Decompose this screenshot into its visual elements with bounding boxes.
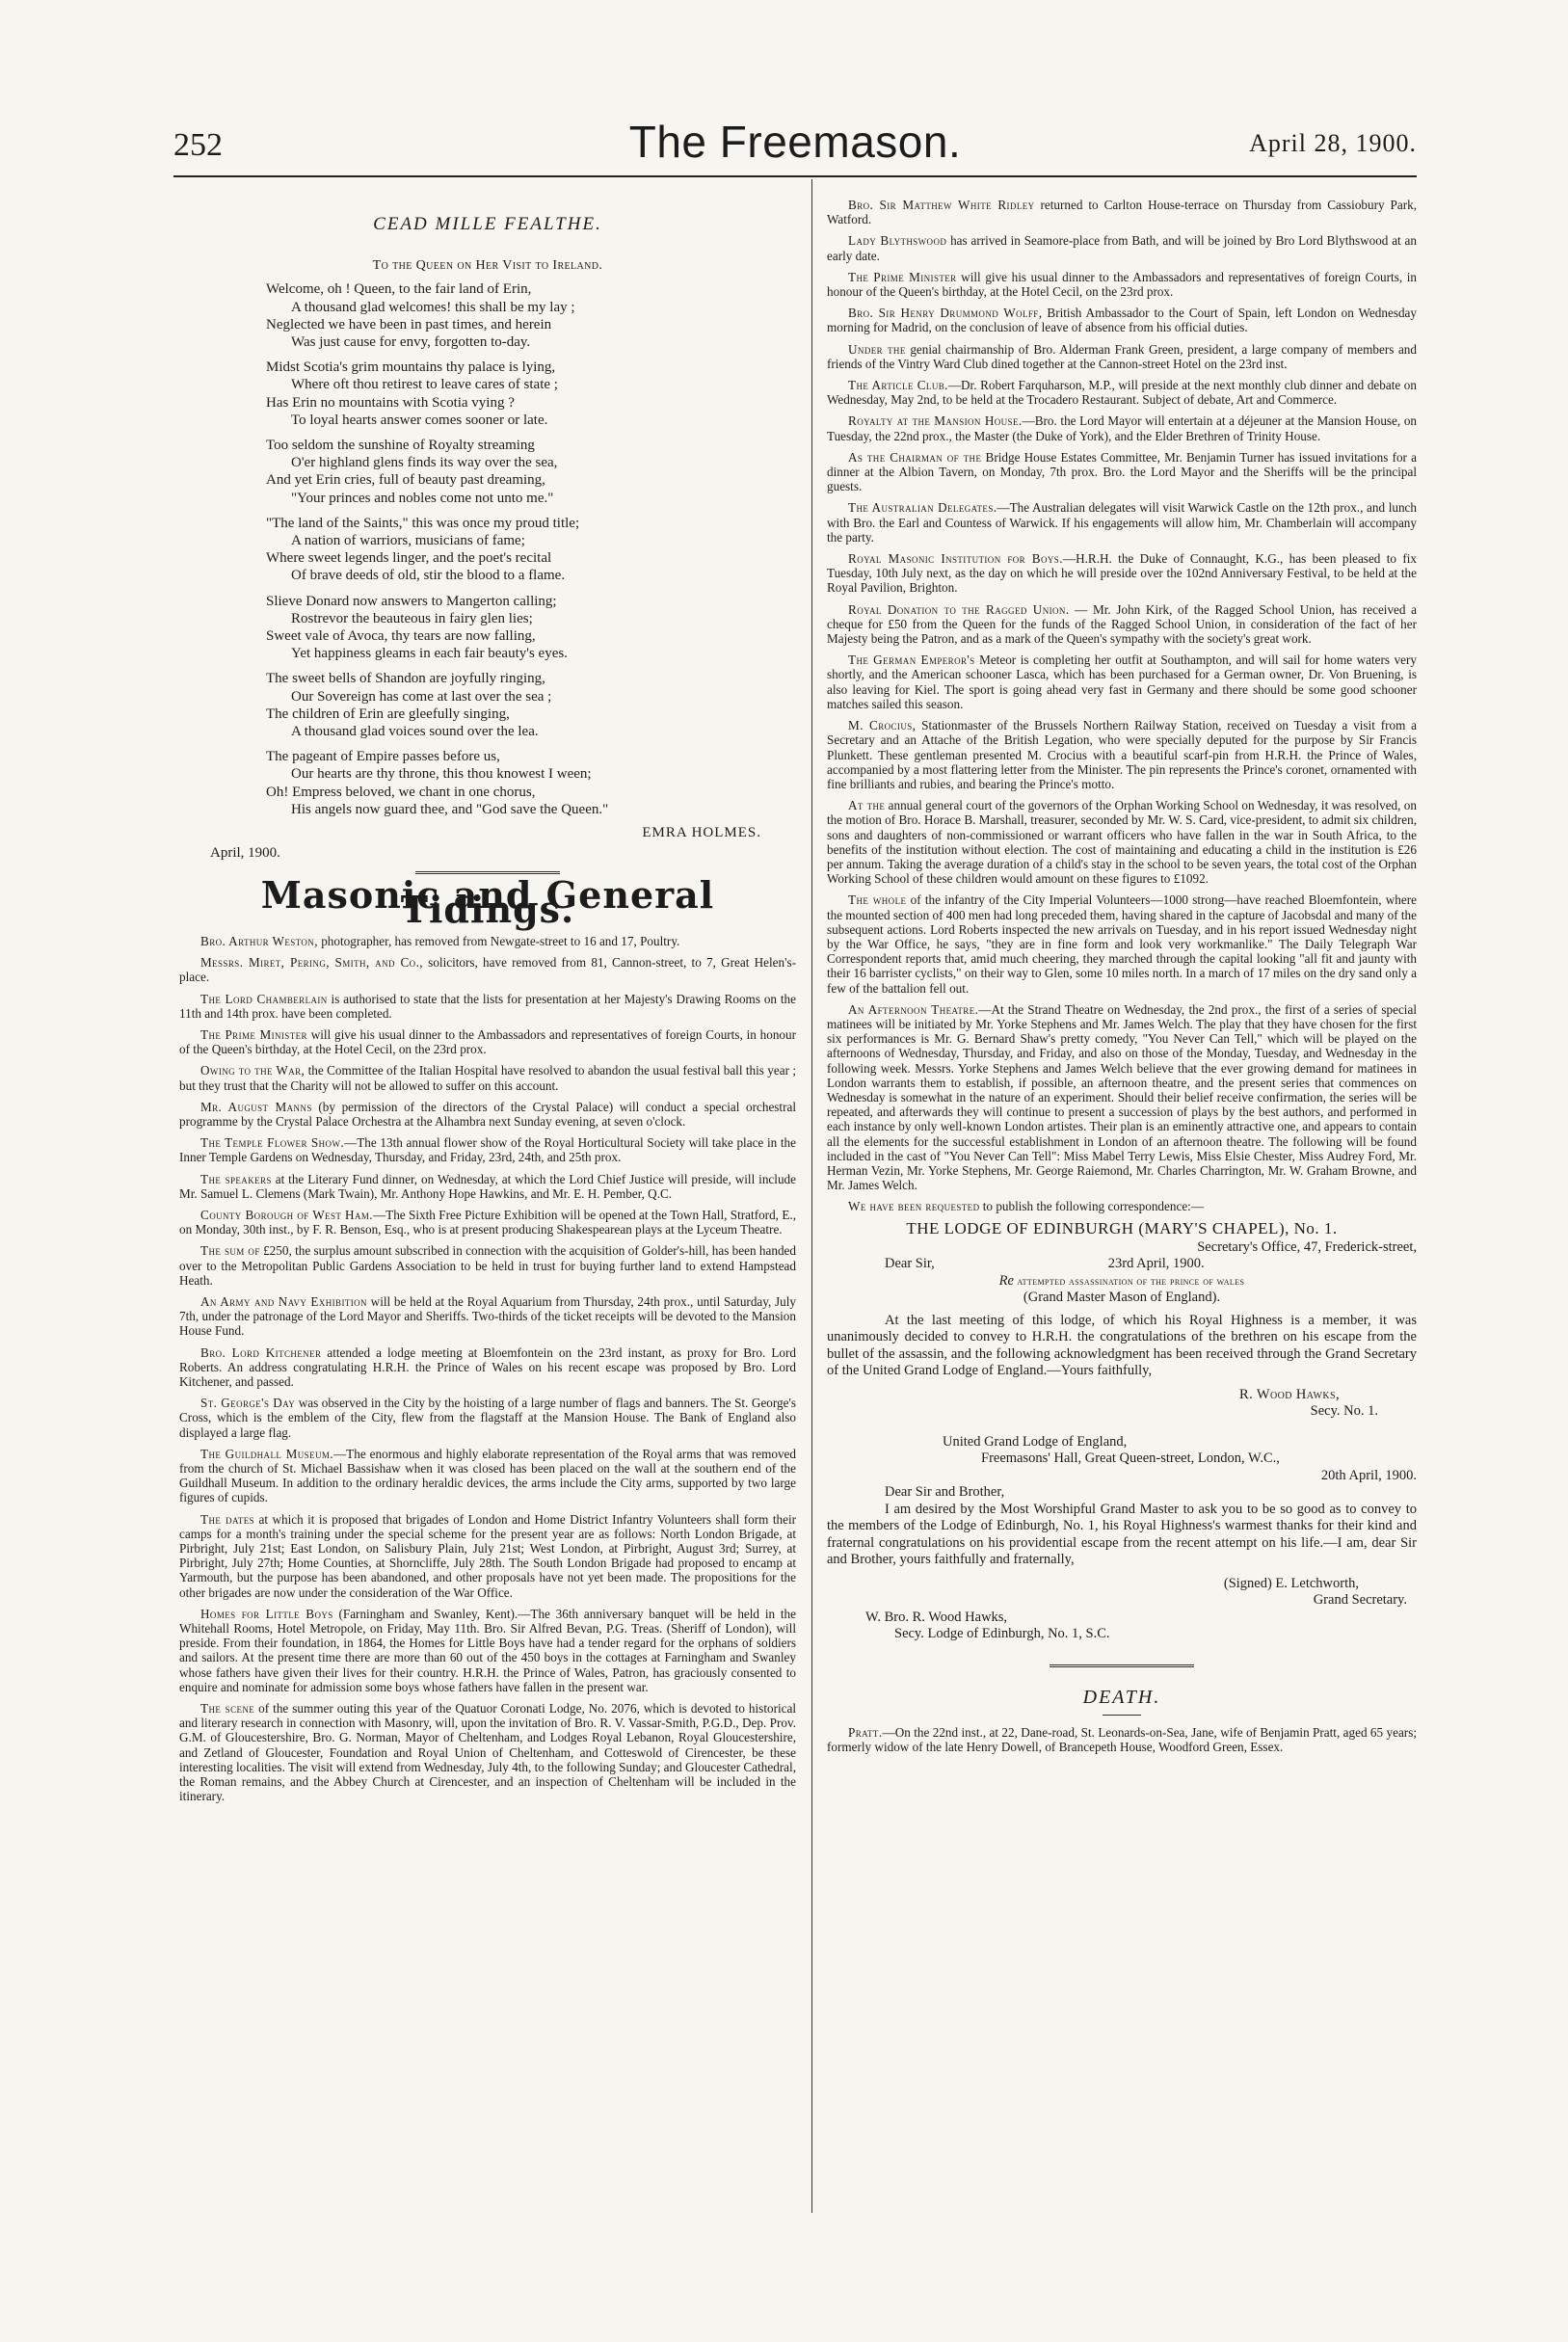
poem-line: Neglected we have been in past times, and herein (266, 316, 552, 333)
news-item-text: has arrived in Seamore-place from Bath, and will be joined by Bro Lord Blythswood at an early date. (827, 233, 1417, 263)
letter1-signer: R. Wood Hawks, (1239, 1386, 1340, 1402)
poem-stanza (266, 593, 796, 663)
news-item (179, 955, 796, 984)
poem-subtitle: To the Queen on Her Visit to Ireland. (372, 258, 603, 274)
news-item (179, 1701, 796, 1803)
death-divider (1050, 1664, 1194, 1667)
news-item-text: annual general court of the governors of the Orphan Working School on Wednesday, it was resolved, on the motion of Bro. Horace B. Marshall, treasurer, seconded by Mr. W. S. Card, vice-president, to admit six children, sons and daughters of non-commissioned or warrant officers who have fallen in the war in South Africa, to the benefits of the institution without election. The cost of maintaining and educating a child in the institution is £26 per annum. Taking the average duration of a child's stay in the school to be seven years, the total cost of the Orphan Working School of these children would amount on these figures to £1092. (827, 798, 1417, 887)
news-item (827, 551, 1417, 596)
news-item-lead: The Lord Chamberlain (200, 991, 328, 1006)
lodge-heading: THE LODGE OF EDINBURGH (MARY'S CHAPEL), No. 1. (906, 1218, 1338, 1238)
header-rule (173, 175, 1417, 177)
poem-line: And yet Erin cries, full of beauty past dreaming, (266, 472, 545, 489)
death-lead: Pratt. (848, 1725, 883, 1740)
poem-line: A nation of warriors, musicians of fame; (291, 533, 525, 549)
news-item-lead: M. Crocius, (848, 718, 917, 733)
news-item (179, 1396, 796, 1440)
poem-line: Rostrevor the beauteous in fairy glen lies; (291, 610, 533, 626)
news-item-text: —Bro. the Lord Mayor will entertain at a déjeuner at the Mansion House, on Tuesday, the 22nd prox., the Master (the Duke of York), and the Elder Brethren of Trinity House. (827, 413, 1418, 443)
news-item-lead: Royalty at the Mansion House. (848, 413, 1023, 429)
news-item (179, 1607, 796, 1694)
poem-author: EMRA HOLMES. (642, 825, 761, 841)
news-item-lead: The scene (200, 1701, 255, 1717)
poem-line: Midst Scotia's grim mountains thy palace is lying, (266, 359, 556, 376)
news-item-lead: Bro. Sir Henry Drummond Wolff, (848, 306, 1043, 321)
poem-line: "Your princes and nobles come not unto me." (291, 490, 554, 506)
news-item (827, 450, 1417, 494)
letter-one (827, 1239, 1417, 1421)
news-item-lead: An Army and Navy Exhibition (200, 1293, 367, 1309)
news-item (179, 1172, 796, 1201)
poem-line: Of brave deeds of old, stir the blood to a flame. (291, 568, 566, 584)
news-item-lead: Royal Donation to the Ragged Union. (848, 601, 1070, 617)
poem-line: His angels now guard thee, and "God save the Queen." (291, 801, 609, 817)
news-item-text: (Farningham and Swanley, Kent).—The 36th anniversary banquet will be held in the Whitehall Rooms, Hotel Metropole, on Friday, May 11th. Bro. Sir Alfred Bevan, P.G. Treas. (Sheriff of London), will preside. From their foundation, in 1864, the Homes for Little Boys have had a tender regard for the orphans of soldiers and sailors. At the present time there are more than 60 out of the 450 boys in the cottages at Farningham and Swanley whose fathers have given their lives for their country. H.R.H. the Prince of Wales, Patron, has graciously consented to enquire and nominate for admission some boys whose fathers have fallen in the present war. (179, 1606, 796, 1694)
poem-body (179, 280, 796, 818)
news-item-lead: An Afternoon Theatre. (848, 1001, 979, 1017)
letter1-body: At the last meeting of this lodge, of which his Royal Highness is a member, it was unanimously decided to convey to H.R.H. the congratulations of the brethren on his escape from the bullet of the assassin, and the following acknowledgment has been received through the Grand Secretary of the United Grand Lodge of England.—Yours faithfully, (827, 1312, 1417, 1379)
news-item-text: —At the Strand Theatre on Wednesday, the 2nd prox., the first of a series of special matinees will be initiated by Mr. Yorke Stephens and Mr. James Welch. The play that they have chosen for the first six performances is Mr. G. Bernard Shaw's pretty comedy, "You Never Can Tell," which will be played on the afternoons of Wednesday, Thursday, and Friday, and also on those of the Monday, Tuesday, and Wednesday in the following week. Messrs. Yorke Stephens and James Welch believe that the ever growing demand for matinees in London warrants them to establish, if possible, an afternoon theatre, and the present series that commences on Wednesday is somewhat in the nature of an experiment. Should their belief receive confirmation, the series will be repeated, and afterwards they will continue to present a succession of plays by the best authors, and performed in each instance by only well-known London artistes. Their plan is an eminently attractive one, and appears to contain all the elements for the successful establishment in London of an afternoon theatre. The following will be found included in the cast of "You Never Can Tell": Miss Mabel Terry Lewis, Miss Elsie Chester, Miss Audrey Ford, Mr. Herman Vezin, Mr. Yorke Stephens, Mr. George Raiemond, Mr. Charles Charrington, Mr. W. Graham Browne, and Mr. James Welch. (827, 1001, 1417, 1193)
news-item (179, 1345, 796, 1390)
news-item-text: —Dr. Robert Farquharson, M.P., will preside at the next monthly club dinner and debate on Wednesday, May 2nd, to be held at the Trocadero Restaurant. Subject of debate, Art and Commerce. (827, 378, 1417, 408)
letter2-body: I am desired by the Most Worshipful Grand Master to ask you to be so good as to convey to the members of the Lodge of Edinburgh, No. 1, his Royal Highness's warmest thanks for their kind and fraternal congratulations on his providential escape from the recent attempt on his life.—I am, dear Sir and Brother, yours faithfully and fraternally, (827, 1501, 1417, 1568)
news-item-text: genial chairmanship of Bro. Alderman Frank Green, president, a large company of members and friends of the Vintry Ward Club dined together at the Cannon-street Hotel on the 23rd inst. (827, 341, 1417, 371)
poem-stanza (266, 280, 796, 351)
letter1-re-lead: Re (998, 1272, 1014, 1289)
poem-stanza (266, 359, 796, 429)
letter2-org: United Grand Lodge of England, (943, 1433, 1128, 1450)
news-item (179, 1135, 796, 1164)
letter2-date: 20th April, 1900. (1320, 1467, 1417, 1483)
news-item-text: photographer, has removed from Newgate-street to 16 and 17, Poultry. (317, 933, 680, 948)
letter2-to: W. Bro. R. Wood Hawks, (865, 1609, 1008, 1625)
news-item-text: will give his usual dinner to the Ambassadors and representatives of foreign Courts, in honour of the Queen's birthday, at the Hotel Cecil, on the 23rd prox. (827, 269, 1417, 300)
news-item-lead: Mr. August Manns (200, 1099, 312, 1114)
poem-line: Yet happiness gleams in each fair beauty's eyes. (291, 646, 568, 662)
poem-line: "The land of the Saints," this was once my proud title; (266, 515, 580, 531)
poem-line: A thousand glad welcomes! this shall be my lay ; (291, 299, 575, 315)
poem-line: Welcome, oh ! Queen, to the fair land of Erin, (266, 281, 532, 298)
news-item-text: of the infantry of the City Imperial Volunteers—1000 strong—have reached Bloemfontein, where the mounted section of 400 men had long preceded them, having shared in the capture of Jacobsdal and many of the subsequent actions. Lord Roberts inspected the new arrivals on Tuesday, and in his report issued Wednesday night by the War Office, he says, "they are in fine form and look very workmanlike." The Daily Telegraph War Correspondent reports that, amid much cheering, they marched through the capital looking "all fit and jaunty with their 16 barrister cyclists," on their way to Glen, some 10 miles north. In a march of 17 miles on the dry sand only a few of the battalion fell out. (827, 892, 1417, 996)
letter2-address: Freemasons' Hall, Great Queen-street, London, W.C., (981, 1450, 1280, 1467)
news-item-lead: Royal Masonic Institution for Boys. (848, 551, 1063, 567)
news-item (827, 718, 1417, 791)
news-item-text: was observed in the City by the hoisting of a large number of flags and banners. The St. George's Cross, which is the emblem of the City, flew from the flagstaff at the Mansion House. The Bank of England also displayed a large flag. (179, 1396, 796, 1440)
left-column (179, 198, 796, 1810)
news-item-text: British Ambassador to the Court of Spain, left London on Wednesday morning for Madrid, on the conclusion of leave of absence from his official duties. (827, 306, 1418, 335)
news-item-text: Meteor is completing her outfit at Southampton, and will sail for home waters very shortly, and the American schooner Lasca, which has been purchased for a German owner, Dr. Von Bruening, is also leaving for Kiel. The sport is going ahead very fast in Germany and there should be some good schooner matches sailed this season. (827, 652, 1417, 711)
letter-two (827, 1434, 1417, 1643)
news-item (179, 1027, 796, 1056)
correspondence-intro (827, 1199, 1417, 1213)
letter1-date: 23rd April, 1900. (1107, 1256, 1205, 1272)
news-item (827, 652, 1417, 711)
letter1-re-text: attempted assassination of the prince of wales (1013, 1273, 1245, 1288)
news-item-lead: The dates (200, 1511, 255, 1527)
news-item (827, 1002, 1417, 1193)
news-item-lead: The Prime Minister (200, 1026, 307, 1042)
issue-date: April 28, 1900. (1249, 129, 1417, 157)
correspondence-intro-lead: We have been requested (848, 1199, 980, 1214)
poem-line: The children of Erin are gleefully singing, (266, 705, 510, 722)
news-item (827, 378, 1417, 407)
news-item (827, 270, 1417, 299)
news-item-lead: Messrs. Miret, Pering, Smith, and Co., (200, 955, 423, 971)
news-item-text: — Mr. John Kirk, of the Ragged School Union, has received a cheque for £50 from the Queen for the funds of the Ragged School Union, in consideration of the fact of her Majesty being the Patron, and as a mark of the Queen's sympathy with the society's great work. (827, 601, 1418, 647)
poem-line: To loyal hearts answer comes sooner or late. (291, 412, 548, 428)
news-item (827, 892, 1417, 995)
news-item-text: (by permission of the directors of the Crystal Palace) will conduct a special orchestral programme by the Crystal Palace Orchestra at the Alhambra next Sunday evening, at seven o'clock. (179, 1099, 797, 1129)
news-item (179, 1063, 796, 1092)
poem-stanza (266, 437, 796, 507)
news-item-text: attended a lodge meeting at Bloemfontein on the 23rd instant, as proxy for Bro. Lord Roberts. An address congratulating H.R.H. the Prince of Wales on his recent escape was proposed by Bro. Lord Kitchener, and passed. (179, 1344, 796, 1389)
letter2-salutation: Dear Sir and Brother, (885, 1484, 1005, 1501)
news-item-lead: As the Chairman of the (848, 449, 982, 465)
news-item-text: the Committee of the Italian Hospital have resolved to abandon the usual festival ball this year ; but they trust that the Charity will not be allowed to suffer on this account. (179, 1063, 796, 1093)
news-item (179, 1100, 796, 1129)
poem-line: Too seldom the sunshine of Royalty streaming (266, 438, 535, 454)
poem-stanza (266, 515, 796, 585)
news-item-lead: The Temple Flower Show. (200, 1135, 345, 1151)
news-item (179, 1447, 796, 1505)
poem-line: O'er highland glens finds its way over the sea, (291, 455, 558, 471)
news-item-lead: Bro. Arthur Weston, (200, 933, 318, 948)
news-item-lead: The German Emperor's (848, 652, 975, 668)
news-item-text: £250, the surplus amount subscribed in connection with the acquisition of Golder's-hill, has been handed over to the Metropolitan Public Gardens Association to be held in trust for buying further land to extend Hampstead Heath. (179, 1243, 796, 1288)
death-rule (1103, 1715, 1141, 1716)
letter2-to-title: Secy. Lodge of Edinburgh, No. 1, S.C. (894, 1626, 1110, 1642)
news-item-text: —The Australian delegates will visit Warwick Castle on the 12th prox., and lunch with Bro. the Earl and Countess of Warwick. If his engagements will allow him, Mr. Chamberlain will accompany the party. (827, 500, 1417, 545)
news-item (827, 342, 1417, 371)
right-news-items (827, 198, 1417, 1192)
news-item-lead: St. George's Day (200, 1396, 296, 1411)
letter1-salutation-row (827, 1256, 1417, 1273)
death-notice (827, 1725, 1417, 1754)
letter1-address: Secretary's Office, 47, Frederick-street, (1197, 1238, 1417, 1255)
news-item-text: of the summer outing this year of the Quatuor Coronati Lodge, No. 2076, which is devoted to historical and literary research in connection with Masonry, will, upon the invitation of Bro. R. V. Vassar-Smith, P.G.D., Dep. Prov. G.M. of Gloucestershire, Bro. G. Norman, Mayor of Cheltenham, and Lodges Royal Lebanon, Royal Gloucestershire, and Zetland of Gloucester, Foundation and Royal Union of Cheltenham, and Cotteswold of Cirencester, be these interesting localities. The visit will extend from Wednesday, July 4th, to the following Sunday; and Gloucester Cathedral, the Roman remains, and the Abbey Church at Cirencester, and an inspection of Cheltenham will be included in the itinerary. (179, 1701, 796, 1804)
letter1-signer-title: Secy. No. 1. (1310, 1403, 1378, 1420)
letter1-re (827, 1273, 1417, 1291)
news-item-text: —The Sixth Free Picture Exhibition will be opened at the Town Hall, Stratford, E., on Monday, 30th inst., by F. R. Benson, Esq., who is at present producing Shakespearean plays at the Lyceum Theatre. (179, 1207, 796, 1238)
news-item (827, 233, 1417, 262)
poem-title: CEAD MILLE FEALTHE. (373, 214, 602, 234)
news-item (827, 198, 1417, 226)
letter2-signer-title: Grand Secretary. (1313, 1592, 1407, 1609)
poem-line: A thousand glad voices sound over the lea. (291, 724, 539, 740)
news-item-lead: Bro. Sir Matthew White Ridley (848, 198, 1035, 212)
poem-line: The sweet bells of Shandon are joyfully ringing, (266, 671, 545, 687)
column-divider (811, 179, 812, 2213)
publication-title: The Freemason. (628, 117, 962, 167)
news-item (179, 1208, 796, 1237)
news-item-text: returned to Carlton House-terrace on Thursday from Cassiobury Park, Watford. (827, 198, 1418, 227)
letter2-signed: (Signed) E. Letchworth, (1223, 1575, 1359, 1591)
news-item-lead: Lady Blythswood (848, 233, 947, 249)
death-text: —On the 22nd inst., at 22, Dane-road, St. Leonards-on-Sea, Jane, wife of Benjamin Pratt, aged 65 years; formerly widow of the late Henry Dowell, of Brancepeth House, Woodford Green, Essex. (827, 1725, 1417, 1755)
news-item-lead: Owing to the War, (200, 1063, 306, 1078)
poem-stanza (266, 748, 796, 818)
news-item-text: is authorised to state that the lists for presentation at her Majesty's Drawing Rooms on the 11th and 14th prox. have been completed. (179, 991, 796, 1021)
news-item-lead: The sum of (200, 1243, 260, 1259)
news-item-lead: The whole (848, 892, 907, 908)
correspondence-intro-text: to publish the following correspondence:— (979, 1199, 1205, 1214)
news-item (827, 798, 1417, 886)
poem-line: Has Erin no mountains with Scotia vying ? (266, 394, 515, 411)
news-item-lead: The Guildhall Museum. (200, 1446, 333, 1461)
poem-line: Oh! Empress beloved, we chant in one chorus, (266, 784, 536, 800)
news-item-text: —The 13th annual flower show of the Royal Horticultural Society will take place in the Inner Temple Gardens on Wednesday, Thursday, and Friday, 23rd, 24th, and 25th prox. (179, 1135, 796, 1165)
letter1-salutation: Dear Sir, (885, 1256, 935, 1272)
news-item-text: at which it is proposed that brigades of London and Home District Infantry Volunteers shall form their camps for a month's training under the special scheme for the present year are as follows: North London Brigade, at Pirbright, July 21st; East London, on Salisbury Plain, July 21st; West London, at Pirbright, August 3rd; Surrey, at Pirbright, July 27th; Home Counties, at Shorncliffe, July 28th. The South London Brigade had proposed to encamp at Yarmouth, but the purpose has been abandoned, and other proposals have not yet been made. The propositions for the other brigades are now under the consideration of the War Office. (179, 1511, 797, 1600)
poem-stanza (266, 670, 796, 740)
section-title: Masonic and General Tidings. (260, 872, 715, 931)
death-title: DEATH. (1082, 1686, 1161, 1708)
news-item-text: —The enormous and highly elaborate representation of the Royal arms that was removed from the church of St. Michael Bassishaw when it was closed has been placed on the wall at the southern end of the Guildhall Museum. In addition to the ordinary heraldic devices, the arms include the City arms, supported by two large figures of cupids. (179, 1446, 796, 1505)
news-item-text: Bridge House Estates Committee, Mr. Benjamin Turner has issued invitations for a dinner at the Albion Tavern, on Monday, 7th prox. Bro. the Lord Mayor and the Sheriffs will be the principal guests. (827, 449, 1417, 494)
news-item-lead: Homes for Little Boys (200, 1606, 333, 1621)
news-item-lead: At the (848, 798, 886, 813)
poem-line: Sweet vale of Avoca, thy tears are now falling, (266, 628, 536, 645)
news-item-text: —H.R.H. the Duke of Connaught, K.G., has been pleased to fix Tuesday, 10th July next, as the day on which he will preside over the 102nd Anniversary Festival, to be held at the Royal Pavilion, Brighton. (827, 551, 1417, 596)
poem-line: Our hearts are thy throne, this thou knowest I ween; (291, 766, 592, 783)
news-item-text: Stationmaster of the Brussels Northern Railway Station, received on Tuesday a visit from a Secretary and an Attache of the British Legation, who were specially deputed for the purpose by Sir Francis Plunkett. These gentleman presented M. Crocius with a beautiful scarf-pin from H.R.H. the Prince of Wales, accompanied by a most flattering letter from the Minister. The pin represents the Prince's coronet, ornamented with fine brilliants and rubies, and bearing the Prince's motto. (827, 718, 1417, 791)
poem-line: Where oft thou retirest to leave cares of state ; (291, 377, 558, 393)
news-item (179, 992, 796, 1021)
news-item (827, 413, 1417, 442)
letter1-re-sub: (Grand Master Mason of England). (1023, 1290, 1221, 1306)
news-item-lead: The speakers (200, 1171, 272, 1186)
news-item (827, 602, 1417, 647)
poem-line: Slieve Donard now answers to Mangerton calling; (266, 593, 557, 609)
page-header (173, 114, 1417, 172)
news-item-lead: Under the (848, 341, 906, 357)
right-column (827, 198, 1417, 1761)
news-item (179, 934, 796, 948)
news-item-text: at the Literary Fund dinner, on Wednesday, at which the Lord Chief Justice will preside, will include Mr. Samuel L. Clemens (Mark Twain), Mr. Anthony Hope Hawkins, and Mr. E. H. Pember, Q.C. (179, 1171, 796, 1201)
news-item (827, 500, 1417, 545)
news-item-lead: County Borough of West Ham. (200, 1207, 373, 1222)
left-news-items (179, 934, 796, 1804)
news-item-lead: The Article Club. (848, 378, 948, 393)
news-item-lead: Bro. Lord Kitchener (200, 1344, 322, 1360)
news-item (179, 1243, 796, 1288)
news-item-lead: The Prime Minister (848, 269, 957, 284)
news-item-text: will be held at the Royal Aquarium from Thursday, 24th prox., until Saturday, July 7th, under the patronage of the Lord Mayor and Sheriffs. Two-thirds of the ticket receipts will be devoted to the Mansion House Fund. (179, 1293, 797, 1339)
poem-line: Was just cause for envy, forgotten to-day. (291, 334, 531, 351)
page-number: 252 (173, 127, 223, 163)
poem-line: Where sweet legends linger, and the poet's recital (266, 550, 552, 567)
news-item (179, 1512, 796, 1600)
news-item-lead: The Australian Delegates. (848, 500, 997, 516)
news-item (827, 306, 1417, 334)
poem-line: The pageant of Empire passes before us, (266, 749, 500, 765)
poem-line: Our Sovereign has come at last over the sea ; (291, 688, 552, 705)
news-item (179, 1294, 796, 1339)
poem-date: April, 1900. (210, 845, 280, 862)
news-item-text: will give his usual dinner to the Ambassadors and representatives of foreign Courts, in honour of the Queen's birthday, at the Hotel Cecil, on the 23rd prox. (179, 1026, 796, 1057)
news-item-text: solicitors, have removed from 81, Cannon-street, to 7, Great Helen's-place. (179, 955, 796, 985)
